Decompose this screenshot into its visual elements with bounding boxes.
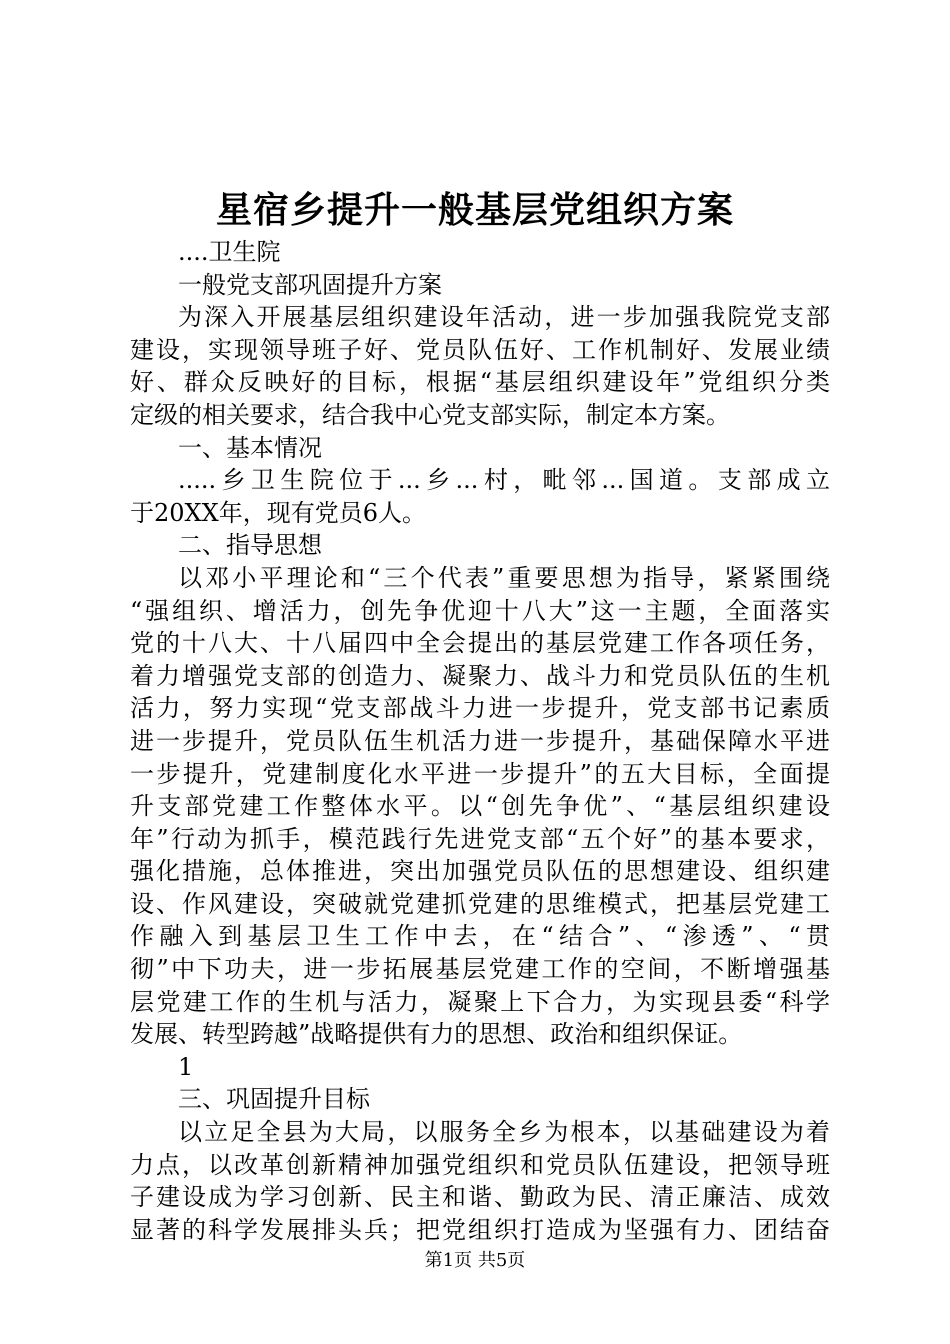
page-footer: 第1页 共5页 [424, 1250, 526, 1271]
text-line [130, 1116, 830, 1149]
text-line [130, 1181, 830, 1214]
text-line [130, 1083, 830, 1116]
text-line [130, 790, 830, 823]
text-line [130, 497, 830, 530]
text-line-content: 发展、转型跨越”战略提供有力的思想、政治和组织保证。 [130, 1020, 743, 1049]
text-line-content: 以邓小平理论和“三个代表”重要思想为指导，紧紧围绕 [178, 563, 830, 592]
text-line-content: 好、群众反映好的目标，根据“基层组织建设年”党组织分类 [130, 368, 830, 397]
text-line [130, 595, 830, 628]
text-line-content: 一步提升，党建制度化水平进一步提升”的五大目标，全面提 [130, 759, 830, 788]
text-line-content: 力点，以改革创新精神加强党组织和党员队伍建设，把领导班 [130, 1150, 830, 1179]
text-line-content: 以立足全县为大局，以服务全乡为根本，以基础建设为着 [178, 1118, 830, 1147]
text-line-content: 为深入开展基层组织建设年活动，进一步加强我院党支部 [178, 303, 830, 332]
text-line [130, 334, 830, 367]
text-line-content: 一、基本情况 [178, 433, 322, 462]
text-line-content: 升支部党建工作整体水平。以“创先争优”、“基层组织建设 [130, 792, 830, 821]
text-line [130, 1214, 830, 1247]
text-line-content: 三、巩固提升目标 [178, 1085, 370, 1114]
text-line [130, 464, 830, 497]
text-line-content: 定级的相关要求，结合我中心党支部实际，制定本方案。 [130, 400, 730, 429]
text-line-content: 党的十八大、十八届四中全会提出的基层党建工作各项任务， [130, 629, 830, 658]
text-line-content: “强组织、增活力，创先争优迎十八大”这一主题，全面落实 [130, 596, 830, 625]
text-line-content: 作融入到基层卫生工作中去，在“结合”、“渗透”、“贯 [130, 922, 830, 951]
text-line [130, 529, 830, 562]
text-line-content: 彻”中下功夫，进一步拓展基层党建工作的空间，不断增强基 [130, 955, 830, 984]
text-line-content: .....乡卫生院位于...乡...村，毗邻...国道。支部成立 [178, 466, 830, 495]
text-line-content: ....卫生院 [178, 238, 281, 266]
text-line [130, 758, 830, 791]
text-line [130, 301, 830, 334]
text-line-content: 建设，实现领导班子好、党员队伍好、工作机制好、发展业绩 [130, 335, 830, 364]
text-line-content: 子建设成为学习创新、民主和谐、勤政为民、清正廉洁、成效 [130, 1183, 830, 1212]
text-line [130, 1051, 830, 1084]
text-line-content: 着力增强党支部的创造力、凝聚力、战斗力和党员队伍的生机 [130, 661, 830, 690]
text-line [130, 1149, 830, 1182]
text-line-content: 进一步提升，党员队伍生机活力进一步提升，基础保障水平进 [130, 726, 830, 755]
text-line [130, 888, 830, 921]
document-title: 星宿乡提升一般基层党组织方案 [215, 189, 734, 231]
text-line [130, 269, 830, 302]
text-line-content: 显著的科学发展排头兵；把党组织打造成为坚强有力、团结奋 [130, 1215, 830, 1244]
text-line [130, 562, 830, 595]
text-line-content: 活力，努力实现“党支部战斗力进一步提升，党支部书记素质 [130, 694, 830, 723]
text-line [130, 660, 830, 693]
text-line [130, 823, 830, 856]
text-line [130, 236, 830, 269]
text-line [130, 725, 830, 758]
text-line [130, 953, 830, 986]
text-line-content: 于20XX年，现有党员6人。 [130, 498, 426, 527]
text-line [130, 986, 830, 1019]
text-line-content: 层党建工作的生机与活力，凝聚上下合力，为实现县委“科学 [130, 987, 830, 1016]
text-line [130, 627, 830, 660]
text-line-content: 强化措施，总体推进，突出加强党员队伍的思想建设、组织建 [130, 857, 830, 886]
text-line [130, 366, 830, 399]
text-line [130, 399, 830, 432]
document-body [130, 236, 830, 1246]
text-line-content: 二、指导思想 [178, 531, 322, 560]
text-line-content: 一般党支部巩固提升方案 [178, 270, 442, 299]
text-line-content: 1 [178, 1052, 194, 1081]
text-line [130, 920, 830, 953]
text-line [130, 855, 830, 888]
text-line-content: 设、作风建设，突破就党建抓党建的思维模式，把基层党建工 [130, 889, 830, 918]
text-line [130, 1018, 830, 1051]
text-line [130, 432, 830, 465]
text-line [130, 692, 830, 725]
text-line-content: 年”行动为抓手，模范践行先进党支部“五个好”的基本要求， [130, 824, 830, 853]
